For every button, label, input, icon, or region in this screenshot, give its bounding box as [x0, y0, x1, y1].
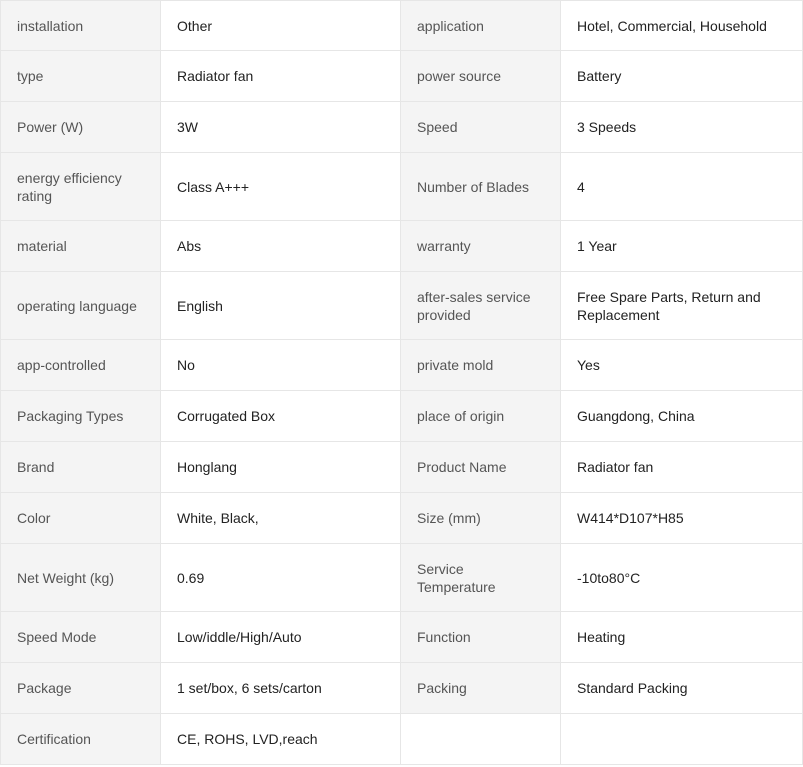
spec-value: Radiator fan	[161, 51, 401, 102]
spec-value: No	[161, 340, 401, 391]
spec-label: Power (W)	[1, 102, 161, 153]
spec-label: Net Weight (kg)	[1, 544, 161, 612]
spec-label: Packing	[401, 663, 561, 714]
spec-empty-cell	[401, 714, 561, 765]
spec-label: application	[401, 1, 561, 51]
spec-row	[1, 1, 803, 51]
spec-value: Other	[161, 1, 401, 51]
spec-label: Color	[1, 493, 161, 544]
spec-row	[1, 221, 803, 272]
spec-label: private mold	[401, 340, 561, 391]
spec-row	[1, 102, 803, 153]
spec-empty-cell	[561, 714, 803, 765]
spec-value: Free Spare Parts, Return and Replacement	[561, 272, 803, 340]
spec-label: Packaging Types	[1, 391, 161, 442]
spec-value: Honglang	[161, 442, 401, 493]
spec-value: Guangdong, China	[561, 391, 803, 442]
spec-row	[1, 51, 803, 102]
spec-row	[1, 153, 803, 221]
spec-row	[1, 714, 803, 765]
spec-value: CE, ROHS, LVD,reach	[161, 714, 401, 765]
spec-value: Yes	[561, 340, 803, 391]
spec-value: Heating	[561, 612, 803, 663]
spec-row	[1, 663, 803, 714]
spec-value: 1 set/box, 6 sets/carton	[161, 663, 401, 714]
spec-label: energy efficiency rating	[1, 153, 161, 221]
spec-value: Standard Packing	[561, 663, 803, 714]
spec-value: Class A+++	[161, 153, 401, 221]
spec-value: Low/iddle/High/Auto	[161, 612, 401, 663]
spec-value: White, Black,	[161, 493, 401, 544]
spec-label: warranty	[401, 221, 561, 272]
spec-label: place of origin	[401, 391, 561, 442]
spec-label: Speed	[401, 102, 561, 153]
spec-label: Product Name	[401, 442, 561, 493]
spec-row	[1, 272, 803, 340]
spec-label: material	[1, 221, 161, 272]
spec-label: app-controlled	[1, 340, 161, 391]
spec-value: -10to80°C	[561, 544, 803, 612]
spec-row	[1, 391, 803, 442]
spec-label: installation	[1, 1, 161, 51]
spec-label: Function	[401, 612, 561, 663]
spec-label: Service Temperature	[401, 544, 561, 612]
spec-label: Certification	[1, 714, 161, 765]
spec-value: Battery	[561, 51, 803, 102]
spec-row	[1, 340, 803, 391]
spec-value: English	[161, 272, 401, 340]
spec-value: Hotel, Commercial, Household	[561, 1, 803, 51]
spec-value: 1 Year	[561, 221, 803, 272]
spec-label: power source	[401, 51, 561, 102]
spec-label: Brand	[1, 442, 161, 493]
spec-label: Package	[1, 663, 161, 714]
spec-value: 3 Speeds	[561, 102, 803, 153]
spec-value: 3W	[161, 102, 401, 153]
spec-label: type	[1, 51, 161, 102]
spec-value: 4	[561, 153, 803, 221]
spec-value: Corrugated Box	[161, 391, 401, 442]
spec-label: operating language	[1, 272, 161, 340]
spec-value: 0.69	[161, 544, 401, 612]
spec-value: Radiator fan	[561, 442, 803, 493]
spec-row	[1, 442, 803, 493]
spec-label: Number of Blades	[401, 153, 561, 221]
spec-row	[1, 544, 803, 612]
spec-value: Abs	[161, 221, 401, 272]
spec-label: Size (mm)	[401, 493, 561, 544]
spec-label: Speed Mode	[1, 612, 161, 663]
spec-value: W414*D107*H85	[561, 493, 803, 544]
spec-row	[1, 612, 803, 663]
spec-label: after-sales service provided	[401, 272, 561, 340]
spec-row	[1, 493, 803, 544]
